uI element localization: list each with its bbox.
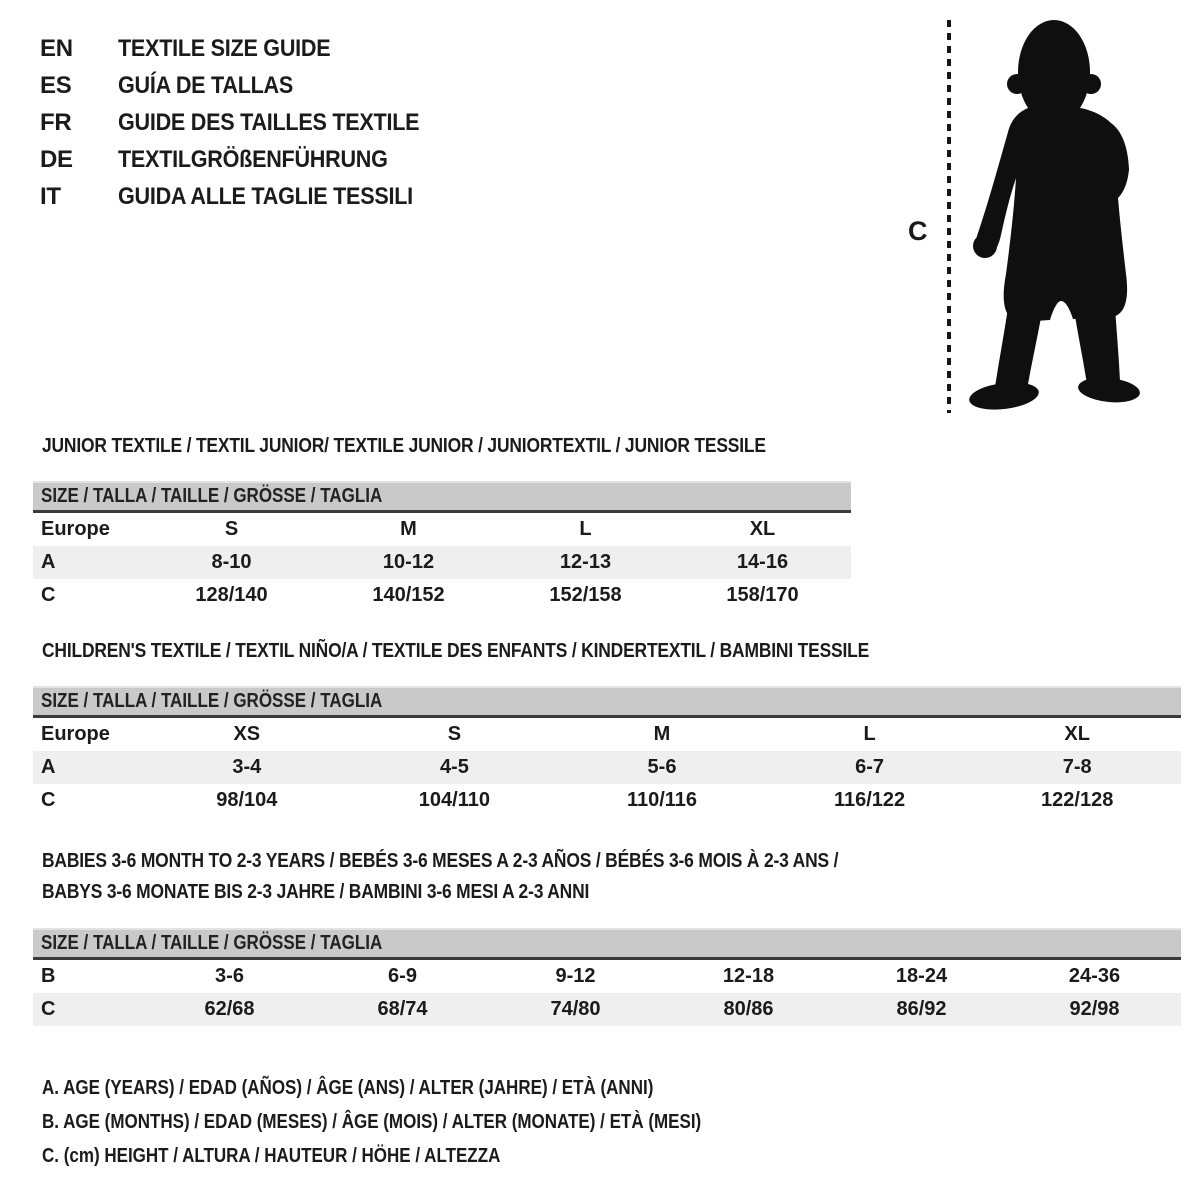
babies-size-table [33,928,1181,1026]
legend-text-c: C. (cm) HEIGHT / ALTURA / HAUTEUR / HÖHE / ALTEZZA [42,1145,501,1167]
table-row-europe [33,513,851,546]
table-row-height [33,993,1181,1026]
language-code: FR [40,108,72,136]
table-row-age [33,751,1181,784]
row-label: C [41,789,56,811]
age-cell: 18-24 [895,965,948,987]
age-cell: 6-7 [855,756,885,778]
row-label: C [41,584,56,606]
language-title-list [40,30,453,215]
guide-title-en: TEXTILE SIZE GUIDE [118,34,331,62]
age-cell: 12-13 [559,551,612,573]
junior-section-title [42,434,894,458]
age-cell: 14-16 [736,551,789,573]
height-cell: 68/74 [377,998,428,1020]
height-cell: 98/104 [216,789,278,811]
guide-title-it: GUIDA ALLE TAGLIE TESSILI [118,182,413,210]
table-row-height [33,784,1181,817]
row-label: B [41,965,56,987]
height-cell: 104/110 [418,789,490,811]
legend-line-b [42,1105,818,1139]
row-label: Europe [41,518,110,540]
height-measure-label: C [908,216,928,246]
babies-section-title-line1: BABIES 3-6 MONTH TO 2-3 YEARS / BEBÉS 3-6 MESES A 2-3 AÑOS / BÉBÉS 3-6 MOIS À 2-3 ANS / [42,849,839,872]
babies-section-title-line2: BABYS 3-6 MONATE BIS 2-3 JAHRE / BAMBINI 3-6 MESI A 2-3 ANNI [42,880,590,903]
size-cell: S [224,518,239,540]
measure-legend [42,1071,818,1173]
age-cell: 6-9 [388,965,417,987]
babies-section-title [42,845,979,907]
size-cell: L [863,723,876,745]
height-cell: 116/122 [833,789,906,811]
row-label: C [41,998,56,1020]
language-row-it [40,178,453,215]
legend-line-a [42,1071,818,1105]
size-cell: L [579,518,592,540]
row-label: A [41,756,56,778]
size-header-text: SIZE / TALLA / TAILLE / GRÖSSE / TAGLIA [41,485,383,507]
size-header-text: SIZE / TALLA / TAILLE / GRÖSSE / TAGLIA [41,932,383,954]
height-cell: 158/170 [726,584,799,606]
row-label: A [41,551,56,573]
size-header-bar [33,928,1181,960]
height-measure-figure [878,8,1163,423]
legend-line-c [42,1139,818,1173]
junior-section-title-text: JUNIOR TEXTILE / TEXTIL JUNIOR/ TEXTILE JUNIOR / JUNIORTEXTIL / JUNIOR TESSILE [42,434,766,457]
children-section-title [42,639,1015,663]
age-cell: 5-6 [647,756,677,778]
language-code: EN [40,34,73,62]
table-row-height [33,579,851,612]
age-cell: 3-6 [215,965,244,987]
age-cell: 24-36 [1068,965,1121,987]
height-cell: 140/152 [372,584,445,606]
language-row-fr [40,104,453,141]
guide-title-de: TEXTILGRÖßENFÜHRUNG [118,145,388,173]
age-cell: 3-4 [232,756,262,778]
size-cell: XL [749,518,776,540]
size-header-bar [33,686,1181,718]
age-cell: 7-8 [1062,756,1092,778]
age-cell: 10-12 [382,551,435,573]
children-section-title-text: CHILDREN'S TEXTILE / TEXTIL NIÑO/A / TEXTILE DES ENFANTS / KINDERTEXTIL / BAMBINI TESSILE [42,639,870,662]
size-cell: XL [1064,723,1090,745]
height-cell: 92/98 [1069,998,1120,1020]
height-cell: 128/140 [195,584,268,606]
height-cell: 80/86 [723,998,774,1020]
language-code: DE [40,145,73,173]
size-cell: M [653,723,671,745]
height-cell: 110/116 [626,789,698,811]
height-cell: 152/158 [549,584,622,606]
age-cell: 4-5 [439,756,469,778]
guide-title-es: GUÍA DE TALLAS [118,71,294,99]
language-code: IT [40,182,61,210]
legend-text-b: B. AGE (MONTHS) / EDAD (MESES) / ÂGE (MOIS) / ALTER (MONATE) / ETÀ (MESI) [42,1111,702,1133]
age-cell: 12-18 [722,965,775,987]
language-row-en [40,30,453,67]
language-row-es [40,67,453,104]
age-cell: 9-12 [555,965,596,987]
size-cell: XS [233,723,261,745]
table-row-age [33,546,851,579]
height-cell: 74/80 [550,998,601,1020]
junior-size-table [33,481,851,612]
size-header-text: SIZE / TALLA / TAILLE / GRÖSSE / TAGLIA [41,690,383,712]
size-cell: M [400,518,417,540]
legend-text-a: A. AGE (YEARS) / EDAD (AÑOS) / ÂGE (ANS) / ALTER (JAHRE) / ETÀ (ANNI) [42,1077,654,1099]
row-label: Europe [41,723,110,745]
age-cell: 8-10 [211,551,252,573]
size-header-bar [33,481,851,513]
size-cell: S [447,723,462,745]
guide-title-fr: GUIDE DES TAILLES TEXTILE [118,108,420,136]
language-code: ES [40,71,72,99]
table-row-age-months [33,960,1181,993]
table-row-europe [33,718,1181,751]
language-row-de [40,141,453,178]
height-cell: 122/128 [1041,789,1114,811]
height-cell: 86/92 [896,998,947,1020]
toddler-silhouette [968,20,1141,413]
children-size-table [33,686,1181,817]
height-cell: 62/68 [204,998,255,1020]
